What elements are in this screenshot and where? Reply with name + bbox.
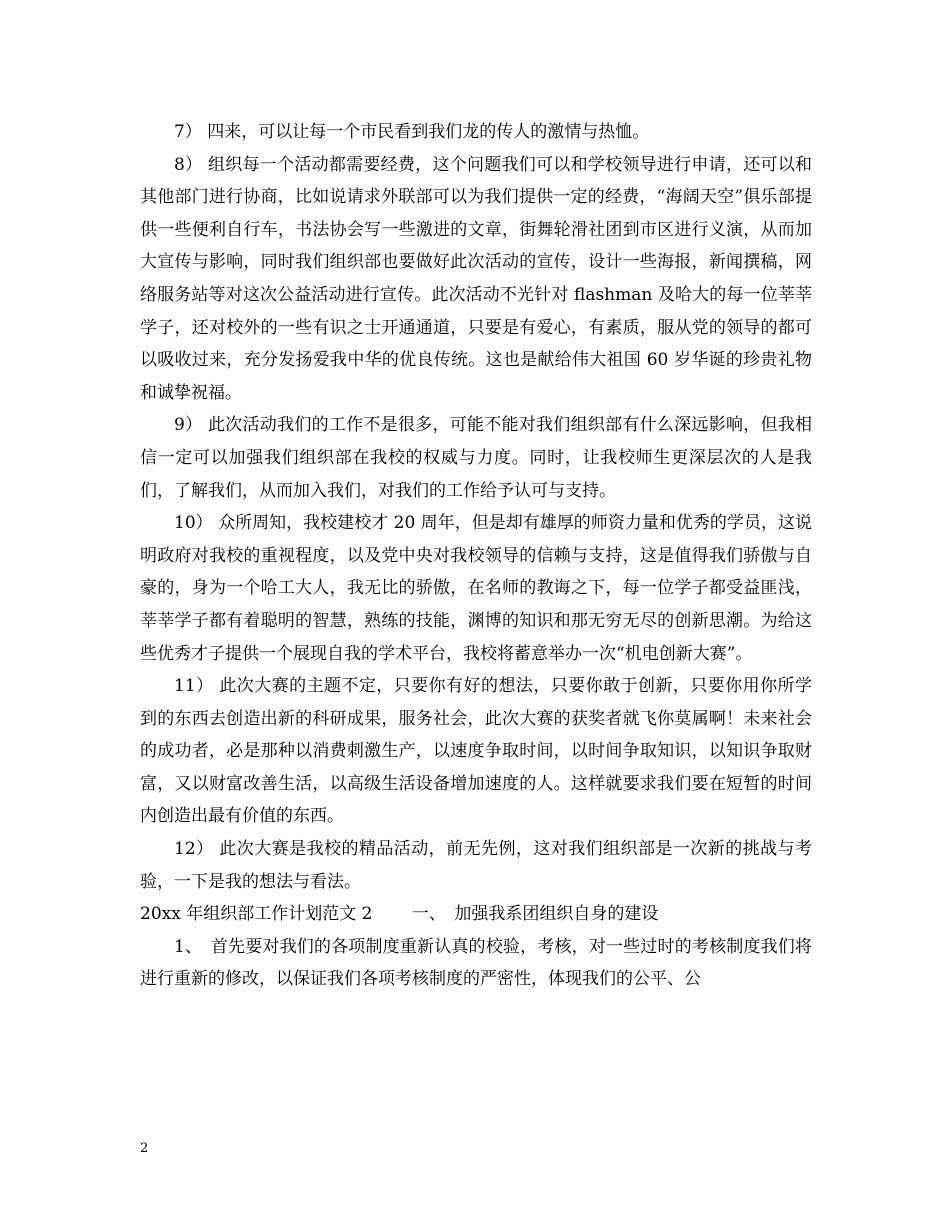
paragraph-item-11: 11） 此次大赛的主题不定，只要你有好的想法，只要你敢于创新，只要你用你所学到的东西去创造出新的科研成果，服务社会，此次大赛的获奖者就飞你莫属啊！未来社会的成功者，必是那种以消费刺激生产，以速度争取时间，以时间争取知识，以知识争取财富，又以财富改善生活，以高级生活设备增加速度的人。这样就要求我们要在短暂的时间内创造出最有价值的东西。 bbox=[140, 676, 812, 827]
paragraph-item-1: 1、 首先要对我们的各项制度重新认真的校验，考核，对一些过时的考核制度我们将进行重新的修改，以保证我们各项考核制度的严密性，体现我们的公平、公 bbox=[140, 936, 812, 990]
document-body bbox=[140, 116, 812, 996]
paragraph-item-8: 8） 组织每一个活动都需要经费，这个问题我们可以和学校领导进行申请，还可以和其他部门进行协商，比如说请求外联部可以为我们提供一定的经费，“海阔天空”俱乐部提供一些便利自行车，书法协会写一些激进的文章，街舞轮滑社团到市区进行义演，从而加大宣传与影响，同时我们组织部也要做好此次活动的宣传，设计一些海报，新闻撰稿，网络服务站等对这次公益活动进行宣传。此次活动不光针对 flashman 及哈大的每一位莘莘学子，还对校外的一些有识之士开通通道，只要是有爱心，有素质，服从党的领导的都可以吸收过来，充分发扬爱我中华的优良传统。这也是献给伟大祖国 60 岁华诞的珍贵礼物和诚挚祝福。 bbox=[140, 154, 812, 403]
paragraph-item-7: 7） 四来，可以让每一个市民看到我们龙的传人的激情与热恤。 bbox=[174, 122, 650, 142]
page-number: 2 bbox=[140, 1141, 149, 1156]
paragraph-item-9: 9） 此次活动我们的工作不是很多，可能不能对我们组织部有什么深远影响，但我相信一定可以加强我们组织部在我校的权威与力度。同时，让我校师生更深层次的人是我们，了解我们，从而加入我们，对我们的工作给予认可与支持。 bbox=[140, 415, 812, 501]
section-heading: 20xx 年组织部工作计划范文 2 一、 加强我系团组织自身的建设 bbox=[140, 904, 659, 925]
paragraph-item-10: 10） 众所周知，我校建校才 20 周年，但是却有雄厚的师资力量和优秀的学员，这说明政府对我校的重视程度，以及党中央对我校领导的信赖与支持，这是值得我们骄傲与自豪的，身为一个哈工大人，我无比的骄傲，在名师的教诲之下，每一位学子都受益匪浅，莘莘学子都有着聪明的智慧，熟练的技能，渊博的知识和那无穷无尽的创新思潮。为给这些优秀才子提供一个展现自我的学术平台，我校将蓄意举办一次“机电创新大赛”。 bbox=[140, 513, 812, 664]
paragraph-item-12: 12） 此次大赛是我校的精品活动，前无先例，这对我们组织部是一次新的挑战与考验，一下是我的想法与看法。 bbox=[140, 839, 812, 892]
